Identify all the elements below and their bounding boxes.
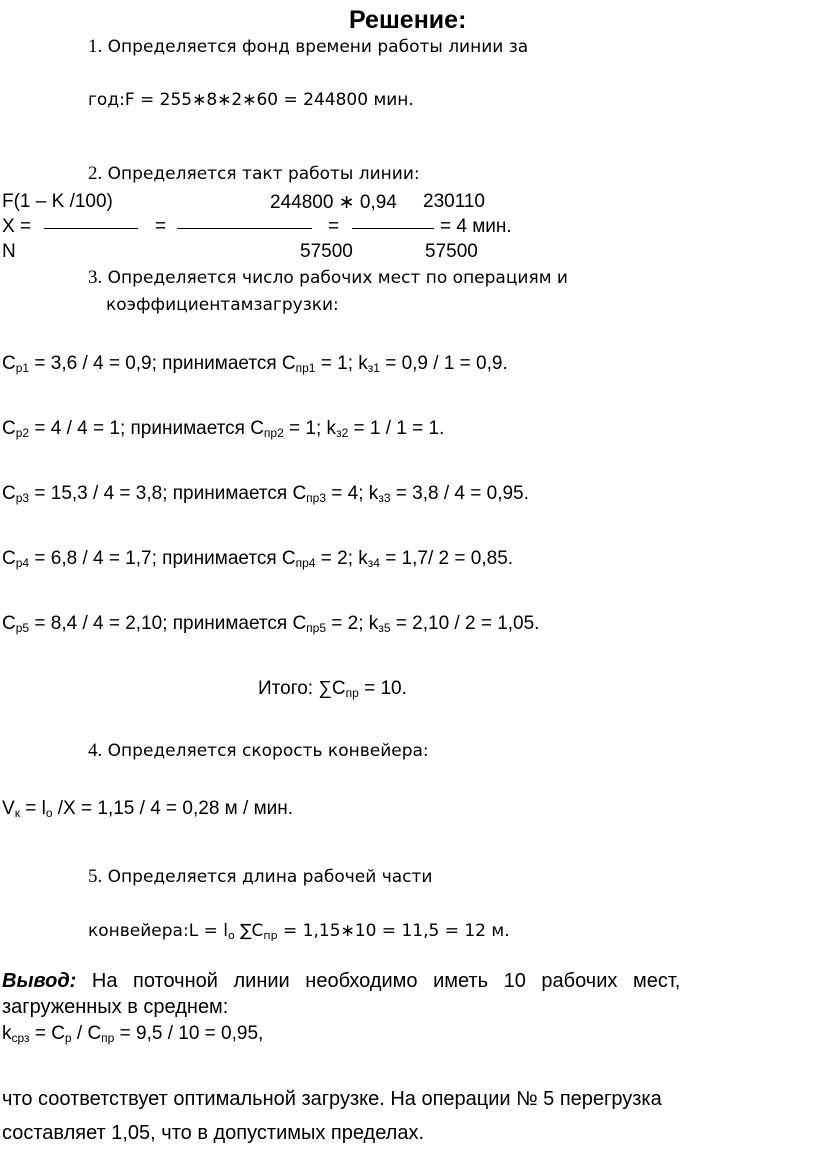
calc-row-5: $C_{р5} = 8,4 / 4 = 2,10$; принимается $C_{пр5} = 2$; $k_{з5} = 2,10 / 2 = 1,05$. (2, 613, 540, 635)
step-2-number: 2. (88, 163, 103, 184)
conclusion-line-4: составляет 1,05, что в допустимых пределах. (2, 1122, 425, 1144)
takt-numerator-b: 244800 ∗ 0,94 (270, 192, 397, 213)
step-4-text: Определяется скорость конвейера: (107, 741, 429, 761)
step-5-formula: конвейера:L = $l_о$ $\sum C_{пр}$ = 1,15∗10 = 11,5 = 12 м. (88, 921, 510, 942)
takt-equals-2: = (328, 216, 340, 237)
step-5-heading (88, 866, 432, 888)
step-5-number: 5. (88, 866, 103, 887)
step-1-heading (88, 36, 528, 58)
step-4-number: 4. (88, 740, 103, 761)
step-2-heading (88, 163, 420, 185)
page-title: Решение: (349, 6, 467, 34)
takt-denominator-a: N (2, 241, 16, 262)
step-4-heading (88, 740, 429, 762)
calc-row-2: $C_{р2} = 4 / 4 = 1$; принимается $C_{пр2} = 1$; $k_{з2} = 1 / 1 = 1$. (2, 418, 445, 440)
takt-numerator-c: 230110 (423, 191, 485, 212)
takt-x-equals: X = (2, 216, 32, 237)
conclusion-label: Вывод: (2, 970, 77, 992)
step-3-text-line-1: Определяется число рабочих мест по операциям и (107, 268, 568, 288)
takt-numerator-a: F(1 – K /100) (2, 191, 113, 212)
step-3-text-line-2: коэффициентамзагрузки: (106, 295, 339, 315)
step-3-number: 3. (88, 267, 103, 288)
step-1-text: Определяется фонд времени работы линии за (107, 37, 529, 57)
calc-row-3: $C_{р3} = 15,3 / 4 = 3,8$; принимается $C_{пр3} = 4$; $k_{з3} = 3,8 / 4 = 0,95$. (2, 483, 529, 505)
takt-denominator-c: 57500 (425, 241, 478, 262)
conclusion-line-2: загруженных в среднем: (2, 996, 229, 1018)
step-5-text: Определяется длина рабочей части (107, 867, 433, 887)
step-3-heading (88, 267, 568, 289)
conclusion-line-3: что соответствует оптимальной загрузке. На операции № 5 перегрузка (2, 1088, 662, 1110)
conclusion-k-formula: $k_{срз} = C_р / C_{пр} = 9,5 / 10 = 0,95$, (2, 1023, 264, 1045)
takt-result: = 4 мин. (440, 216, 512, 237)
conclusion-line-1: Вывод: На поточной линии необходимо иметь 10 рабочих мест, (2, 970, 681, 992)
takt-fraction-line-3 (352, 228, 434, 229)
total-line: Итого: $\sum C_{пр} = 10$. (258, 678, 407, 700)
step-1-number: 1. (88, 36, 103, 57)
step-4-formula: $V_к = l_о$ /X = 1,15 / 4 = 0,28 м / мин. (2, 798, 294, 820)
step-2-text: Определяется такт работы линии: (107, 164, 420, 184)
takt-fraction-line-1 (44, 228, 138, 229)
calc-row-1: $C_{р1} = 3,6 / 4 = 0,9$; принимается $C_{пр1} = 1$; $k_{з1} = 0,9 / 1 = 0,9$. (2, 353, 508, 375)
takt-equals-1: = (155, 216, 167, 237)
step-1-formula: год:F = 255∗8∗2∗60 = 244800 мин. (88, 90, 414, 110)
takt-denominator-b: 57500 (300, 241, 353, 262)
takt-fraction-line-2 (177, 228, 312, 229)
calc-row-4: $C_{р4} = 6,8 / 4 = 1,7$; принимается $C_{пр4} = 2$; $k_{з4} = 1,7/$ 2 = 0,85. (2, 548, 514, 570)
